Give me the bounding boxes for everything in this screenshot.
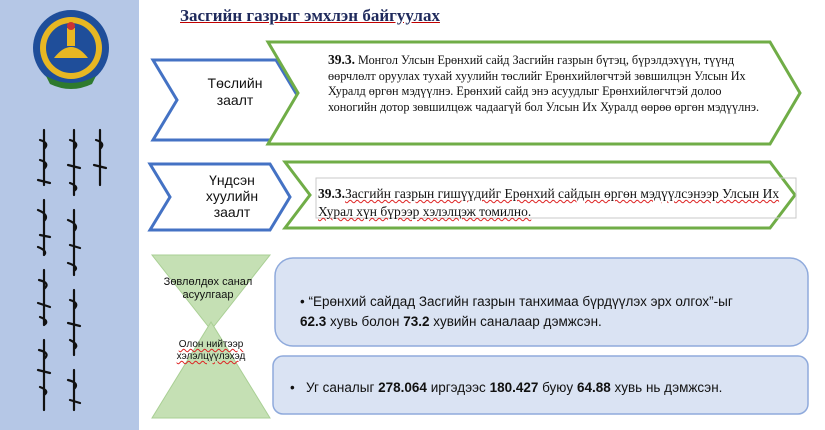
row1-label (180, 75, 290, 109)
row2-label-line2: хуулийн (205, 188, 259, 204)
row1-label-line1: Төслийн (207, 75, 263, 91)
poll-item-2-tail: хувь нь дэмжсэн. (610, 380, 723, 395)
poll-item-1-tail: хувийн саналаар дэмжсэн. (429, 314, 602, 329)
row2-ref: 39.3. (318, 186, 345, 201)
row2-label (172, 172, 292, 220)
row2-body: Засгийн газрын гишүүдийг Ерөнхий сайдын өргөн мэдүүлсэнээр Улсын Их Хурал хүн бүрээр хэлэлцэж томилно. (318, 186, 780, 219)
poll-item-2-v3: 64.88 (576, 380, 611, 395)
poll-item-2-pre: Уг саналыг (306, 380, 379, 395)
poll-triangle-2 (152, 322, 270, 418)
bullet: • (290, 380, 295, 395)
poll-item-1 (300, 292, 800, 332)
row1-ref: 39.3. (328, 52, 355, 67)
poll-item-1-v1: 62.3 (300, 314, 327, 329)
poll-item-2-mid2: буюу (538, 380, 577, 395)
page-title: Засгийн газрыг эмхлэн байгуулах (180, 6, 440, 25)
row2-label-line3: заалт (213, 204, 251, 220)
poll-item-1-mid: хувь болон (326, 314, 404, 329)
row1-body: Монгол Улсын Ерөнхий сайд Засгийн газрын бүтэц, бүрэлдэхүүн, түүнд өөрчлөлт оруулах тухай хуулийн төслийг Ерөнхийлөгчтэй зөвшилцэн Улсын Их Хуралд өргөн мэдүүлнэ. Ерөнхий сайд энэ асуудлыг Ерөнхийлөгчтэй долоо хоногийн дотор зөвшилцөж чадаагүй бол Улсын Их Хуралд өөрөө өргөн мэдүүлнэ. (328, 53, 760, 114)
bullet: • (300, 294, 305, 309)
poll-item-2-v2: 180.427 (489, 380, 539, 395)
poll-item-2-mid1: иргэдээс (426, 380, 490, 395)
row1-label-line2: заалт (216, 92, 254, 108)
row1-text (328, 52, 773, 115)
poll-item-2 (290, 380, 790, 395)
poll-label-1: Зөвлөлдөх санал асуулгаар (163, 276, 253, 301)
row2-text (318, 185, 788, 221)
poll-label-2: Олон нийтээр хэлэлцүүлэхэд (176, 339, 246, 362)
poll-item-1-v2: 73.2 (403, 314, 430, 329)
row2-label-line1: Үндсэн (209, 172, 255, 188)
poll-item-2-v1: 278.064 (378, 380, 427, 395)
poll-item-1-quote: “Ерөнхий сайдад Засгийн газрын танхимаа бүрдүүлэх эрх олгох”-ыг (308, 294, 733, 309)
